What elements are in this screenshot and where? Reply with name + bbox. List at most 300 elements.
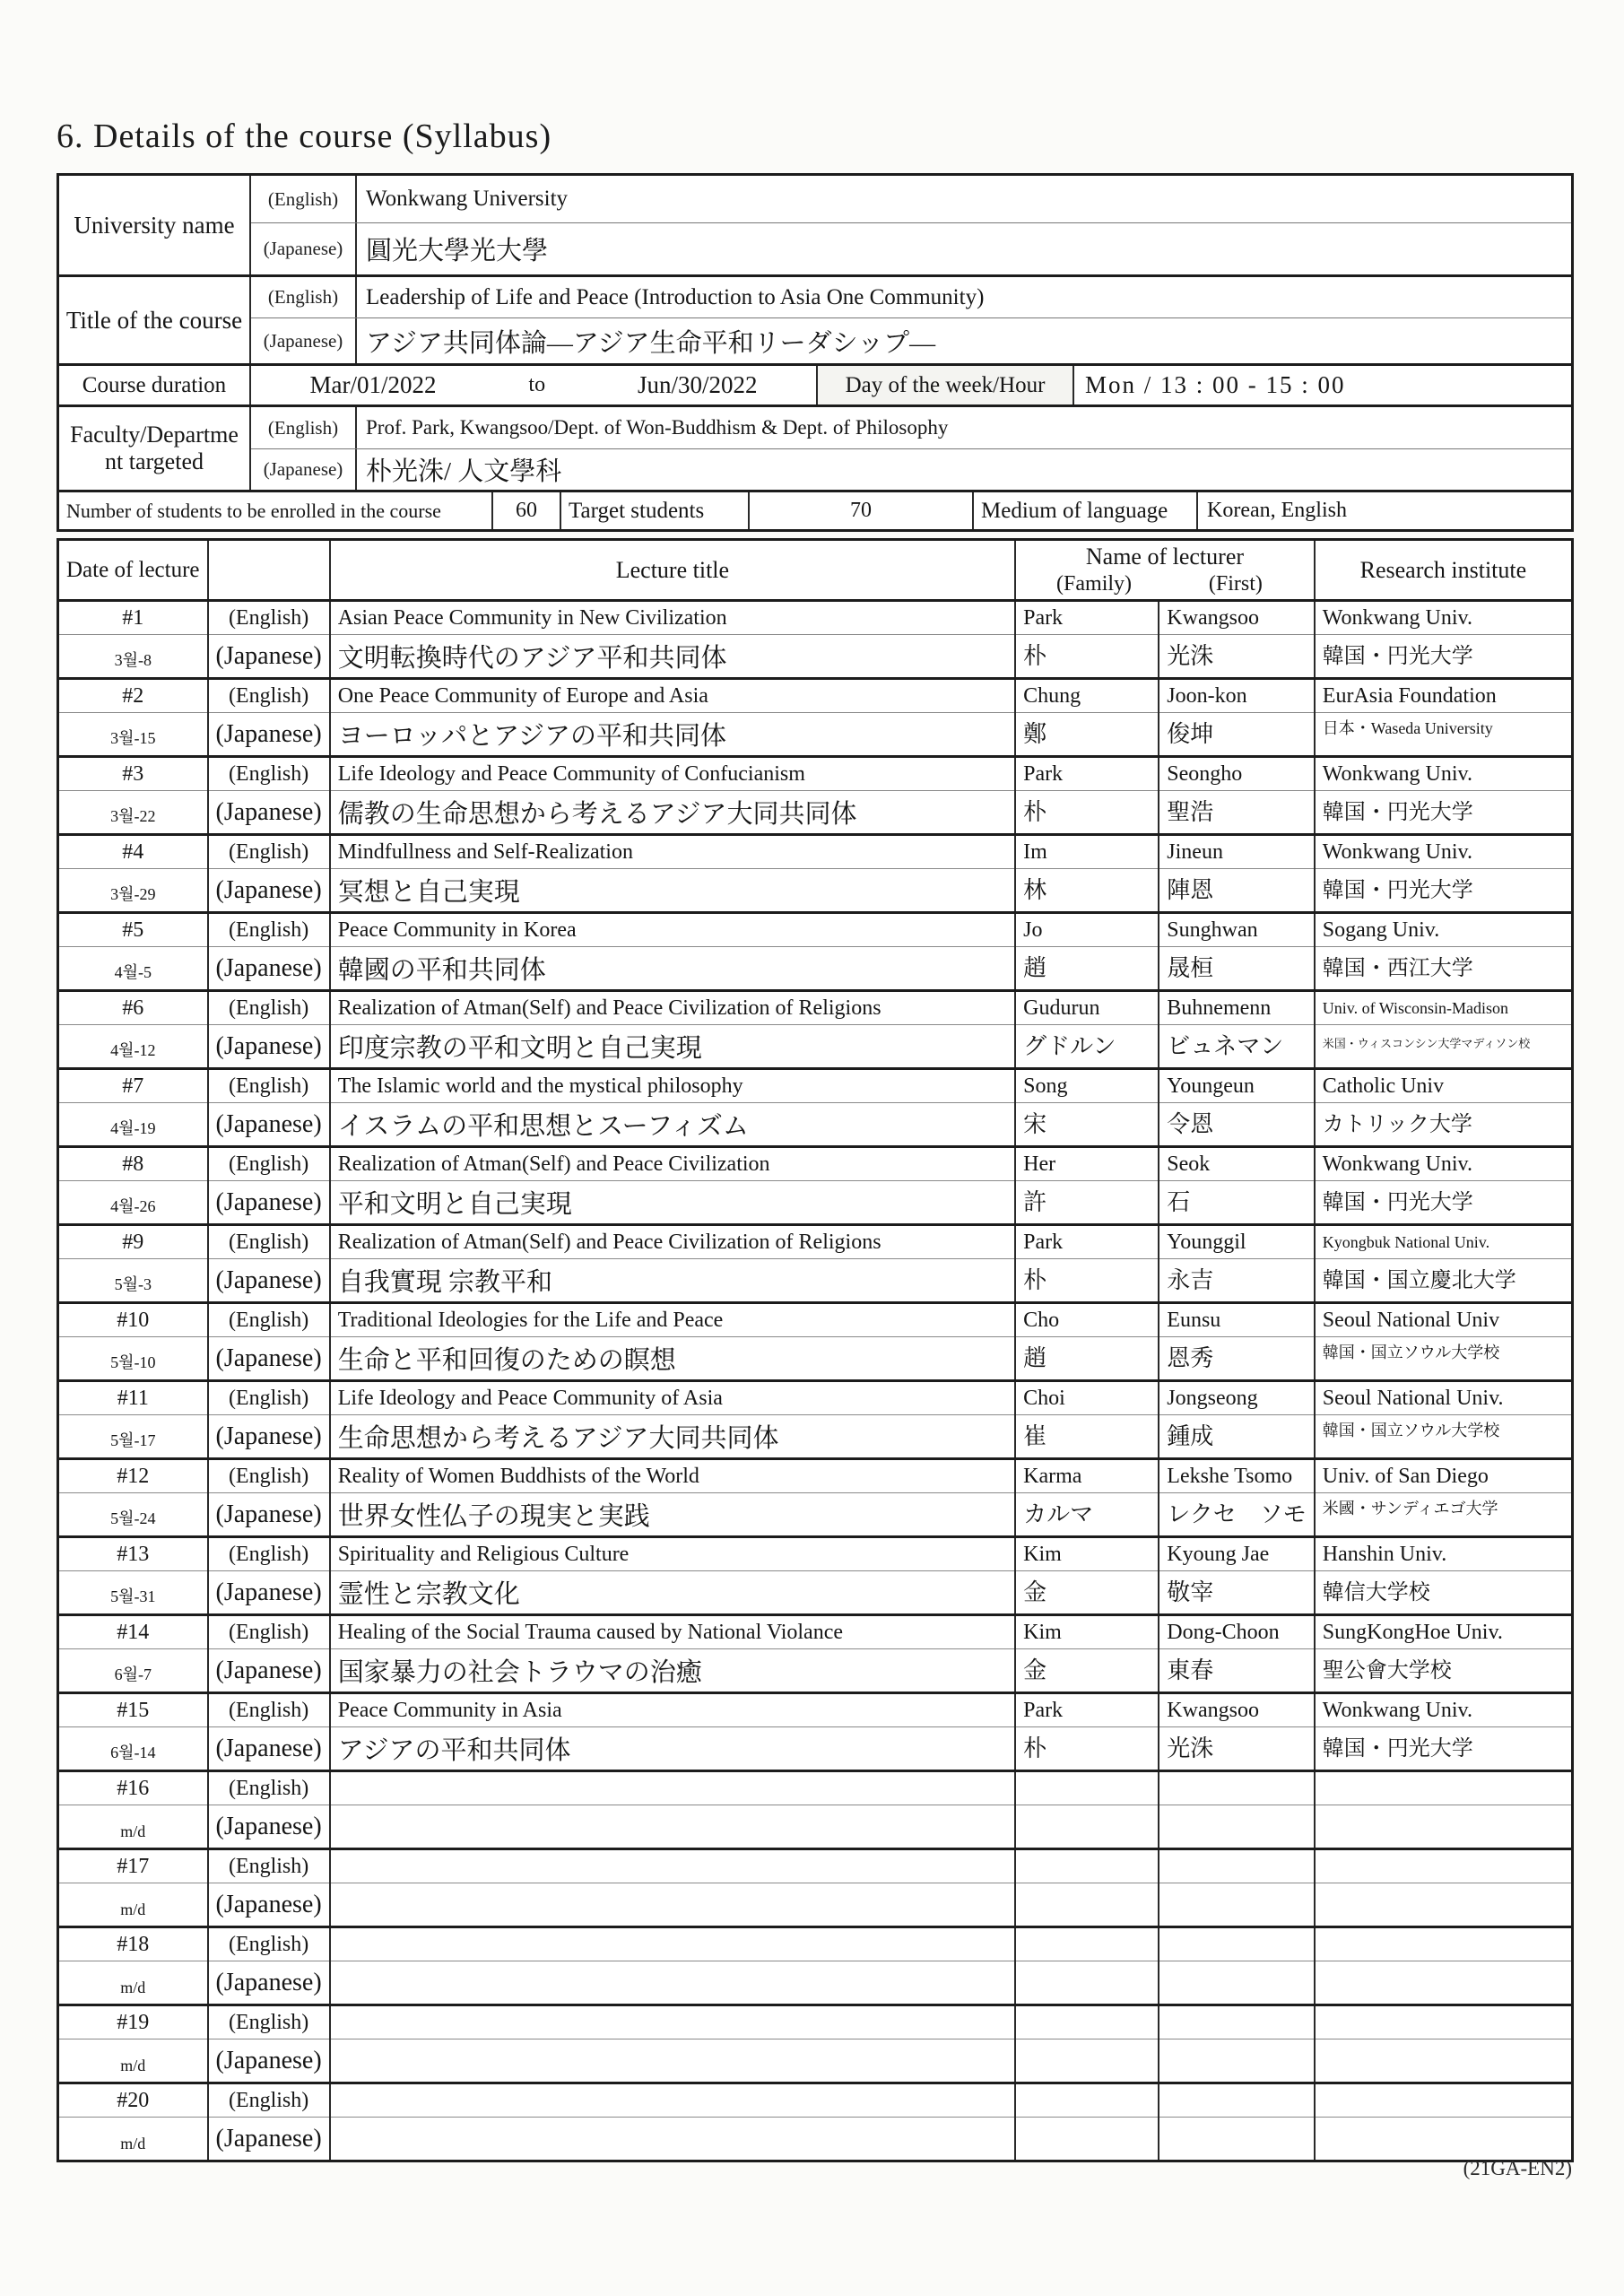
research-institute-japanese-cell: 韓国・西江大学 <box>1315 947 1573 991</box>
research-institute-english-cell: Catholic Univ <box>1315 1069 1573 1103</box>
lecture-title-japanese-cell <box>330 1961 1015 2005</box>
lecture-entry <box>58 1147 1573 1225</box>
research-institute-english-cell: Univ. of Wisconsin-Madison <box>1315 991 1573 1025</box>
lecturer-family-japanese-cell: 林 <box>1015 869 1159 913</box>
lecture-row-japanese <box>58 2118 1573 2161</box>
language-label-english: (English) <box>208 835 330 869</box>
lecturer-family-japanese-cell <box>1015 1961 1159 2005</box>
lecture-number-cell: #1 <box>122 605 144 630</box>
faculty-label: Faculty/Department targeted <box>70 422 239 474</box>
lecture-number-cell: #12 <box>117 1464 150 1488</box>
course-title-section <box>59 274 1571 363</box>
lecture-title-japanese-cell <box>330 2039 1015 2083</box>
lecture-number-cell: #9 <box>122 1230 144 1254</box>
lecturer-first-japanese-cell: 鍾成 <box>1159 1415 1314 1459</box>
research-institute-japanese-cell <box>1315 1805 1573 1849</box>
lecturer-first-japanese-cell <box>1159 1883 1314 1927</box>
lecturer-first-japanese-cell: 敬宰 <box>1159 1571 1314 1615</box>
header-family: (Family) <box>1056 572 1133 596</box>
lecturer-family-japanese-cell: 宋 <box>1015 1103 1159 1147</box>
students-enrolled-label: Number of students to be enrolled in the course <box>66 499 441 522</box>
lecture-title-english-cell: The Islamic world and the mystical philosophy <box>330 1069 1015 1103</box>
lecture-title-english-cell <box>330 2083 1015 2118</box>
lecture-number-cell: #16 <box>117 1776 150 1800</box>
day-of-week-label: Day of the week/Hour <box>816 366 1073 404</box>
research-institute-english-cell: Univ. of San Diego <box>1315 1459 1573 1493</box>
lecture-row-english <box>58 757 1573 791</box>
form-code: (21GA-EN2) <box>1463 2157 1572 2179</box>
lecture-number-cell: #8 <box>122 1152 144 1176</box>
language-label-english: (English) <box>208 913 330 947</box>
lecture-row-english <box>58 1615 1573 1649</box>
lecturer-family-japanese-cell: 朴 <box>1015 1727 1159 1771</box>
lecture-number-cell: #10 <box>117 1308 150 1332</box>
lecturer-family-japanese-cell: 朴 <box>1015 635 1159 679</box>
lecture-date-cell: 4월-19 <box>58 1103 208 1147</box>
lecture-row-english <box>58 2083 1573 2118</box>
lecture-row-english <box>58 1537 1573 1571</box>
lecture-entry <box>58 1537 1573 1615</box>
lecture-entry <box>58 2005 1573 2083</box>
lecture-entry <box>58 679 1573 757</box>
lecture-number-cell: #20 <box>117 2088 150 2112</box>
lecture-number-cell: #15 <box>117 1698 150 1722</box>
lecture-date-cell: m/d <box>58 1883 208 1927</box>
lecture-number-cell: #2 <box>122 683 144 708</box>
lecturer-family-japanese-cell: カルマ <box>1015 1493 1159 1537</box>
day-of-week-value: Mon / 13 : 00 - 15 : 00 <box>1073 366 1571 404</box>
research-institute-english-cell <box>1315 2083 1573 2118</box>
language-label-japanese: (Japanese) <box>263 458 343 480</box>
lecture-row-japanese <box>58 791 1573 835</box>
lecturer-first-english-cell: Kyoung Jae <box>1159 1537 1314 1571</box>
header-lecture-title: Lecture title <box>330 540 1015 601</box>
lecturer-family-english-cell: Her <box>1015 1147 1159 1181</box>
research-institute-english-cell: Wonkwang Univ. <box>1315 1693 1573 1727</box>
lecture-title-english-cell: Peace Community in Asia <box>330 1693 1015 1727</box>
research-institute-japanese-cell: 韓国・円光大学 <box>1315 1727 1573 1771</box>
language-label-english: (English) <box>208 991 330 1025</box>
lecture-title-english-cell: Realization of Atman(Self) and Peace Civilization of Religions <box>330 991 1015 1025</box>
lecture-date-cell: m/d <box>58 1805 208 1849</box>
lecturer-family-japanese-cell: 朴 <box>1015 791 1159 835</box>
lecturer-family-japanese-cell <box>1015 2118 1159 2161</box>
research-institute-japanese-cell: 聖公會大学校 <box>1315 1649 1573 1693</box>
lecture-number-cell: #3 <box>122 761 144 786</box>
lecture-row-english <box>58 1771 1573 1805</box>
lecture-title-japanese-cell: 生命思想から考えるアジア大同共同体 <box>330 1415 1015 1459</box>
lecture-title-english-cell: Traditional Ideologies for the Life and Peace <box>330 1303 1015 1337</box>
lecture-row-japanese <box>58 2039 1573 2083</box>
lecturer-family-japanese-cell: 金 <box>1015 1571 1159 1615</box>
medium-of-language-label: Medium of language <box>972 492 1196 529</box>
university-name-english: Wonkwang University <box>355 176 1571 222</box>
lecturer-family-japanese-cell: 趙 <box>1015 1337 1159 1381</box>
research-institute-english-cell: Seoul National Univ. <box>1315 1381 1573 1415</box>
lecturer-family-english-cell: Park <box>1015 1225 1159 1259</box>
research-institute-japanese-cell: 韓国・国立慶北大学 <box>1315 1259 1573 1303</box>
research-institute-english-cell <box>1315 1927 1573 1961</box>
lecture-row-english <box>58 601 1573 635</box>
lecture-row-english <box>58 1225 1573 1259</box>
language-label-japanese: (Japanese) <box>208 1727 330 1771</box>
lecture-title-japanese-cell: 冥想と自己実現 <box>330 869 1015 913</box>
language-label-japanese: (Japanese) <box>208 1103 330 1147</box>
lecturer-family-english-cell: Song <box>1015 1069 1159 1103</box>
lecture-title-japanese-cell: 韓國の平和共同体 <box>330 947 1015 991</box>
lecturer-first-english-cell: Lekshe Tsomo <box>1159 1459 1314 1493</box>
language-label-japanese: (Japanese) <box>208 1337 330 1381</box>
header-research-institute: Research institute <box>1315 540 1573 601</box>
lecturer-family-english-cell: Park <box>1015 601 1159 635</box>
course-duration-section <box>59 363 1571 404</box>
lecture-date-cell: 5월-24 <box>58 1493 208 1537</box>
research-institute-english-cell: EurAsia Foundation <box>1315 679 1573 713</box>
lecture-row-english <box>58 2005 1573 2039</box>
lecture-entry <box>58 1615 1573 1693</box>
lecture-title-japanese-cell: 印度宗教の平和文明と自己実現 <box>330 1025 1015 1069</box>
lecturer-first-english-cell: Joon-kon <box>1159 679 1314 713</box>
lecturer-family-japanese-cell: 鄭 <box>1015 713 1159 757</box>
course-duration-from: Mar/01/2022 <box>309 371 437 398</box>
lecture-title-japanese-cell <box>330 2118 1015 2161</box>
students-section <box>59 490 1571 529</box>
research-institute-japanese-cell: 米国・ウィスコンシン大学マディソン校 <box>1315 1025 1573 1069</box>
target-students-label: Target students <box>560 492 748 529</box>
lecture-title-english-cell: Life Ideology and Peace Community of Confucianism <box>330 757 1015 791</box>
lecturer-first-english-cell: Younggil <box>1159 1225 1314 1259</box>
lecturer-family-english-cell: Cho <box>1015 1303 1159 1337</box>
language-label-japanese: (Japanese) <box>208 2039 330 2083</box>
lecture-date-cell: 3월-8 <box>58 635 208 679</box>
research-institute-japanese-cell: カトリック大学 <box>1315 1103 1573 1147</box>
lecture-row-english <box>58 1303 1573 1337</box>
lecture-entry <box>58 835 1573 913</box>
lecturer-first-english-cell: Kwangsoo <box>1159 601 1314 635</box>
lecture-row-japanese <box>58 947 1573 991</box>
research-institute-japanese-cell: 韓国・円光大学 <box>1315 869 1573 913</box>
lecturer-first-japanese-cell: 石 <box>1159 1181 1314 1225</box>
research-institute-english-cell: Sogang Univ. <box>1315 913 1573 947</box>
lecture-title-english-cell: Life Ideology and Peace Community of Asia <box>330 1381 1015 1415</box>
lecture-date-cell: 5월-17 <box>58 1415 208 1459</box>
research-institute-japanese-cell <box>1315 2118 1573 2161</box>
lecturer-first-japanese-cell: 光洙 <box>1159 1727 1314 1771</box>
lecturer-first-english-cell <box>1159 2005 1314 2039</box>
research-institute-japanese-cell: 韓国・円光大学 <box>1315 1181 1573 1225</box>
lecture-title-english-cell: Peace Community in Korea <box>330 913 1015 947</box>
lecture-title-japanese-cell: 国家暴力の社会トラウマの治癒 <box>330 1649 1015 1693</box>
header-lecturer-caption: Name of lecturer <box>1085 544 1245 570</box>
lecture-row-japanese <box>58 869 1573 913</box>
language-label-english: (English) <box>208 1927 330 1961</box>
lecture-row-japanese <box>58 713 1573 757</box>
lecture-title-english-cell: Asian Peace Community in New Civilization <box>330 601 1015 635</box>
lecture-date-cell: 4월-26 <box>58 1181 208 1225</box>
university-name-section <box>59 176 1571 274</box>
language-label-japanese: (Japanese) <box>208 791 330 835</box>
lecturer-family-japanese-cell: 許 <box>1015 1181 1159 1225</box>
lecture-row-japanese <box>58 1727 1573 1771</box>
lecture-row-japanese <box>58 1259 1573 1303</box>
header-name-of-lecturer <box>1015 540 1315 601</box>
course-duration-to: Jun/30/2022 <box>638 371 758 398</box>
lecture-entry <box>58 1303 1573 1381</box>
research-institute-english-cell: Wonkwang Univ. <box>1315 835 1573 869</box>
research-institute-english-cell: Wonkwang Univ. <box>1315 1147 1573 1181</box>
lecture-date-cell: 4월-5 <box>58 947 208 991</box>
lecture-date-cell: m/d <box>58 2118 208 2161</box>
lecturer-first-english-cell <box>1159 1771 1314 1805</box>
language-label-japanese: (Japanese) <box>208 1805 330 1849</box>
page-title: 6. Details of the course (Syllabus) <box>56 117 552 155</box>
lecture-entry <box>58 2083 1573 2161</box>
lecture-title-english-cell <box>330 1927 1015 1961</box>
lecture-number-cell: #14 <box>117 1620 150 1644</box>
research-institute-japanese-cell: 韓国・国立ソウル大学校 <box>1315 1415 1573 1459</box>
lecture-entry <box>58 1069 1573 1147</box>
lecturer-first-japanese-cell <box>1159 1961 1314 2005</box>
language-label-japanese: (Japanese) <box>208 713 330 757</box>
lecture-date-cell: 5월-3 <box>58 1259 208 1303</box>
language-label-english: (English) <box>208 679 330 713</box>
research-institute-english-cell: Wonkwang Univ. <box>1315 757 1573 791</box>
language-label-english: (English) <box>208 1537 330 1571</box>
lecturer-first-japanese-cell: 東春 <box>1159 1649 1314 1693</box>
language-label-english: (English) <box>208 1849 330 1883</box>
lecture-row-japanese <box>58 1337 1573 1381</box>
research-institute-english-cell: Wonkwang Univ. <box>1315 601 1573 635</box>
lecture-title-japanese-cell: 平和文明と自己実現 <box>330 1181 1015 1225</box>
lecture-title-english-cell: Realization of Atman(Self) and Peace Civilization of Religions <box>330 1225 1015 1259</box>
header-date-of-lecture: Date of lecture <box>58 540 208 601</box>
lecture-title-japanese-cell: 世界女性仏子の現実と実践 <box>330 1493 1015 1537</box>
lecturer-first-japanese-cell: レクセ ソモ <box>1159 1493 1314 1537</box>
target-students-value: 70 <box>748 492 972 529</box>
faculty-japanese: 朴光洙/ 人文學科 <box>355 449 1571 490</box>
research-institute-japanese-cell: 韓国・円光大学 <box>1315 791 1573 835</box>
lecturer-family-japanese-cell: 崔 <box>1015 1415 1159 1459</box>
lecturer-family-english-cell <box>1015 1849 1159 1883</box>
lecture-row-english <box>58 1459 1573 1493</box>
lecture-title-english-cell <box>330 1771 1015 1805</box>
lecturer-family-english-cell: Chung <box>1015 679 1159 713</box>
lecture-entry <box>58 757 1573 835</box>
lecture-number-cell: #17 <box>117 1854 150 1878</box>
lecturer-family-english-cell <box>1015 1927 1159 1961</box>
faculty-english: Prof. Park, Kwangsoo/Dept. of Won-Buddhism & Dept. of Philosophy <box>355 407 1571 448</box>
lecture-entry <box>58 601 1573 679</box>
lecturer-first-english-cell <box>1159 2083 1314 2118</box>
language-label-japanese: (Japanese) <box>208 869 330 913</box>
lecture-date-cell: 6월-7 <box>58 1649 208 1693</box>
course-duration-label: Course duration <box>82 372 227 397</box>
lecture-title-english-cell <box>330 2005 1015 2039</box>
research-institute-japanese-cell: 日本・Waseda University <box>1315 713 1573 757</box>
lecturer-first-english-cell: Eunsu <box>1159 1303 1314 1337</box>
language-label-english: (English) <box>208 1225 330 1259</box>
research-institute-japanese-cell: 韓国・円光大学 <box>1315 635 1573 679</box>
lecture-row-japanese <box>58 1805 1573 1849</box>
lecture-title-japanese-cell: 儒教の生命思想から考えるアジア大同共同体 <box>330 791 1015 835</box>
course-title-japanese: アジア共同体論―アジア生命平和リーダシップ― <box>355 318 1571 363</box>
lecturer-first-english-cell: Seok <box>1159 1147 1314 1181</box>
lecturer-family-japanese-cell: 朴 <box>1015 1259 1159 1303</box>
lecturer-family-english-cell: Jo <box>1015 913 1159 947</box>
research-institute-english-cell: SungKongHoe Univ. <box>1315 1615 1573 1649</box>
lecture-table-header <box>58 540 1573 601</box>
language-label-english: (English) <box>208 1303 330 1337</box>
lecturer-family-japanese-cell: 金 <box>1015 1649 1159 1693</box>
lecturer-first-english-cell: Jineun <box>1159 835 1314 869</box>
lecturer-first-english-cell: Buhnemenn <box>1159 991 1314 1025</box>
lecturer-first-japanese-cell: 令恩 <box>1159 1103 1314 1147</box>
course-duration-value <box>249 366 816 404</box>
research-institute-english-cell <box>1315 2005 1573 2039</box>
lecture-row-japanese <box>58 1571 1573 1615</box>
lecture-entry <box>58 1693 1573 1771</box>
lecturer-family-english-cell: Park <box>1015 757 1159 791</box>
lecture-row-japanese <box>58 1493 1573 1537</box>
lecture-row-english <box>58 1849 1573 1883</box>
research-institute-english-cell: Seoul National Univ <box>1315 1303 1573 1337</box>
language-label-english: (English) <box>208 757 330 791</box>
students-enrolled-value: 60 <box>491 492 560 529</box>
language-label-japanese: (Japanese) <box>208 2118 330 2161</box>
university-name-japanese: 圓光大學光大學 <box>355 223 1571 274</box>
lecture-date-cell: m/d <box>58 1961 208 2005</box>
lecturer-first-english-cell: Youngeun <box>1159 1069 1314 1103</box>
lecture-title-japanese-cell: アジアの平和共同体 <box>330 1727 1015 1771</box>
lecture-row-japanese <box>58 1181 1573 1225</box>
lecture-entry <box>58 991 1573 1069</box>
language-label-japanese: (Japanese) <box>208 635 330 679</box>
language-label-japanese: (Japanese) <box>208 1181 330 1225</box>
language-label-english: (English) <box>208 1771 330 1805</box>
language-label-japanese: (Japanese) <box>263 329 343 352</box>
language-label-english: (English) <box>208 1069 330 1103</box>
lecture-row-japanese <box>58 1883 1573 1927</box>
lecture-row-japanese <box>58 1415 1573 1459</box>
language-label-english: (English) <box>267 187 339 210</box>
lecturer-first-japanese-cell: 陣恩 <box>1159 869 1314 913</box>
lecture-title-japanese-cell: ヨーロッパとアジアの平和共同体 <box>330 713 1015 757</box>
lecture-date-cell: 5월-31 <box>58 1571 208 1615</box>
lecture-date-cell: 4월-12 <box>58 1025 208 1069</box>
lecture-number-cell: #18 <box>117 1932 150 1956</box>
research-institute-english-cell <box>1315 1771 1573 1805</box>
lecture-row-english <box>58 1927 1573 1961</box>
lecture-number-cell: #11 <box>117 1386 149 1410</box>
lecture-entry <box>58 1927 1573 2005</box>
lecture-row-japanese <box>58 1025 1573 1069</box>
research-institute-japanese-cell: 韓国・国立ソウル大学校 <box>1315 1337 1573 1381</box>
lecturer-first-japanese-cell: 晟桓 <box>1159 947 1314 991</box>
lecture-entry <box>58 1459 1573 1537</box>
lecture-date-cell: 6월-14 <box>58 1727 208 1771</box>
lecture-row-english <box>58 991 1573 1025</box>
lecture-title-english-cell: Reality of Women Buddhists of the World <box>330 1459 1015 1493</box>
lecture-number-cell: #7 <box>122 1074 144 1098</box>
lecture-number-cell: #13 <box>117 1542 150 1566</box>
lecture-title-english-cell: One Peace Community of Europe and Asia <box>330 679 1015 713</box>
language-label-japanese: (Japanese) <box>208 1649 330 1693</box>
faculty-section <box>59 404 1571 490</box>
lecture-title-english-cell: Mindfullness and Self-Realization <box>330 835 1015 869</box>
lecturer-family-japanese-cell <box>1015 1883 1159 1927</box>
language-label-english: (English) <box>208 1615 330 1649</box>
lecture-entry <box>58 1225 1573 1303</box>
lecturer-first-english-cell: Jongseong <box>1159 1381 1314 1415</box>
research-institute-japanese-cell <box>1315 1961 1573 2005</box>
language-label-english: (English) <box>208 1459 330 1493</box>
lecture-row-english <box>58 1069 1573 1103</box>
lecturer-family-english-cell: Karma <box>1015 1459 1159 1493</box>
medium-of-language-value: Korean, English <box>1196 492 1571 529</box>
university-name-label: University name <box>74 211 235 239</box>
lecturer-first-english-cell: Sunghwan <box>1159 913 1314 947</box>
lecturer-first-japanese-cell: ビュネマン <box>1159 1025 1314 1069</box>
language-label-english: (English) <box>208 601 330 635</box>
lecturer-family-japanese-cell: グドルン <box>1015 1025 1159 1069</box>
lecturer-first-japanese-cell: 聖浩 <box>1159 791 1314 835</box>
lecture-title-japanese-cell: 自我實現 宗教平和 <box>330 1259 1015 1303</box>
lecture-row-english <box>58 1693 1573 1727</box>
header-first: (First) <box>1208 572 1263 596</box>
lecture-row-japanese <box>58 1649 1573 1693</box>
course-title-label: Title of the course <box>65 306 243 334</box>
research-institute-japanese-cell: 韓信大学校 <box>1315 1571 1573 1615</box>
lecturer-first-japanese-cell: 恩秀 <box>1159 1337 1314 1381</box>
lecture-title-english-cell <box>330 1849 1015 1883</box>
lecturer-family-english-cell: Kim <box>1015 1615 1159 1649</box>
lecturer-first-english-cell <box>1159 1849 1314 1883</box>
lecture-title-english-cell: Spirituality and Religious Culture <box>330 1537 1015 1571</box>
lecture-number-cell: #6 <box>122 996 144 1020</box>
lecture-date-cell: 3월-22 <box>58 791 208 835</box>
research-institute-japanese-cell <box>1315 2039 1573 2083</box>
lecture-title-japanese-cell <box>330 1805 1015 1849</box>
language-label-english: (English) <box>208 1147 330 1181</box>
lecture-date-cell: 5월-10 <box>58 1337 208 1381</box>
language-label-japanese: (Japanese) <box>208 1961 330 2005</box>
lecture-row-japanese <box>58 635 1573 679</box>
language-label-japanese: (Japanese) <box>208 1493 330 1537</box>
lecture-row-japanese <box>58 1103 1573 1147</box>
lecture-title-japanese-cell: 文明転換時代のアジア平和共同体 <box>330 635 1015 679</box>
lecture-title-english-cell: Healing of the Social Trauma caused by National Violance <box>330 1615 1015 1649</box>
lecture-title-japanese-cell: 霊性と宗教文化 <box>330 1571 1015 1615</box>
language-label-japanese: (Japanese) <box>208 1415 330 1459</box>
lecturer-family-english-cell: Gudurun <box>1015 991 1159 1025</box>
lecturer-family-english-cell: Im <box>1015 835 1159 869</box>
lecture-title-japanese-cell <box>330 1883 1015 1927</box>
language-label-japanese: (Japanese) <box>208 947 330 991</box>
research-institute-english-cell: Hanshin Univ. <box>1315 1537 1573 1571</box>
lecturer-first-japanese-cell <box>1159 2039 1314 2083</box>
lecture-date-cell: 3월-29 <box>58 869 208 913</box>
lecture-title-japanese-cell: イスラムの平和思想とスーフィズム <box>330 1103 1015 1147</box>
lecture-row-english <box>58 1381 1573 1415</box>
language-label-english: (English) <box>267 416 339 439</box>
lecture-number-cell: #5 <box>122 918 144 942</box>
lecturer-family-japanese-cell <box>1015 1805 1159 1849</box>
lecture-entry <box>58 1849 1573 1927</box>
language-label-japanese: (Japanese) <box>208 1883 330 1927</box>
lecturer-family-japanese-cell <box>1015 2039 1159 2083</box>
lecturer-family-english-cell: Kim <box>1015 1537 1159 1571</box>
lecture-row-english <box>58 1147 1573 1181</box>
